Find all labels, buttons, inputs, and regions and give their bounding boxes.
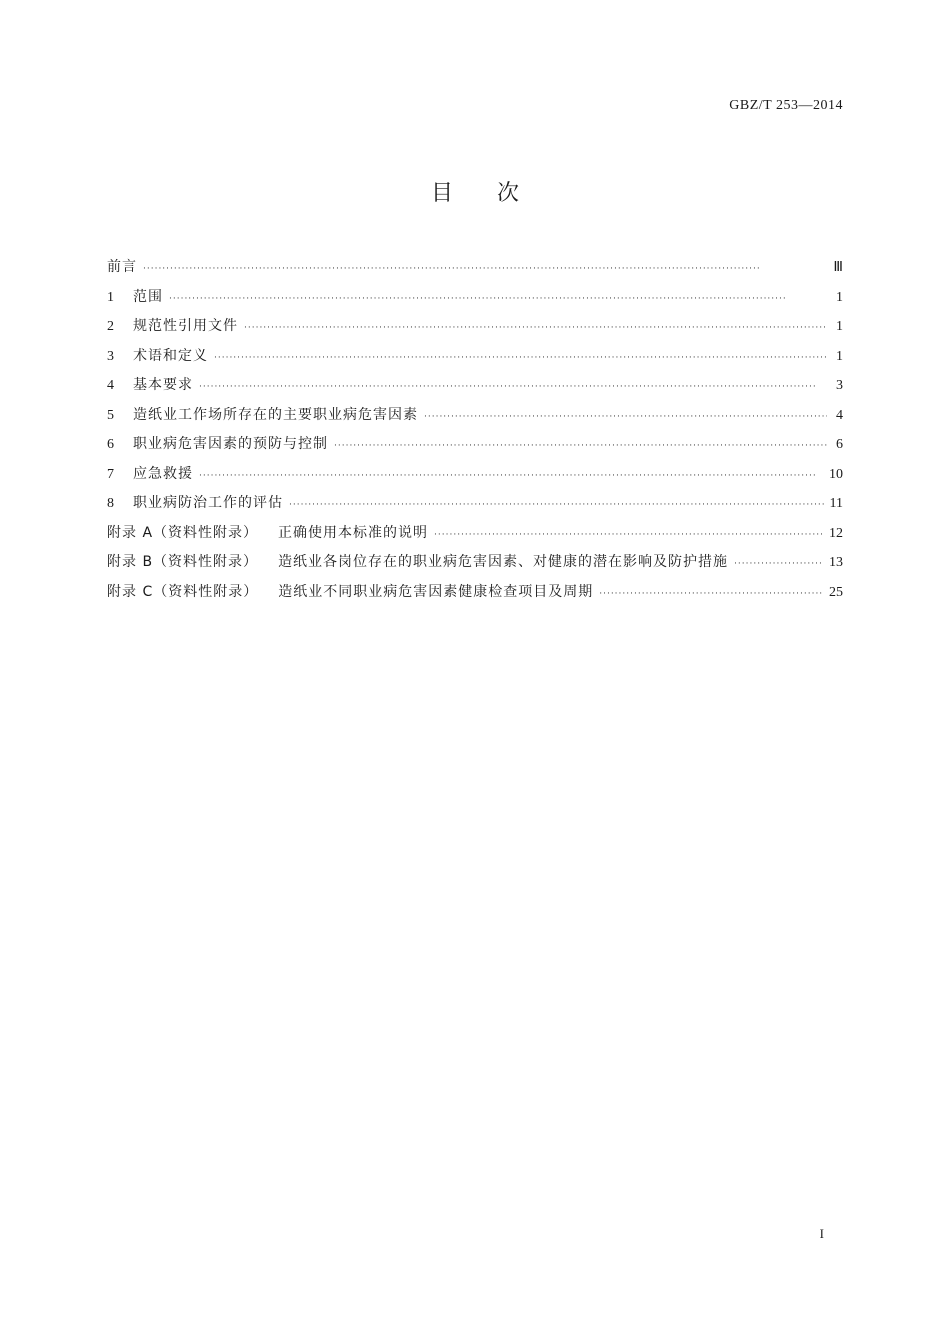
toc-entry-page: 3	[836, 378, 843, 393]
toc-leader-dots	[143, 264, 827, 274]
toc-entry-number: 5	[107, 407, 114, 423]
toc-leader-dots	[734, 559, 823, 569]
toc-entry-appendix-b[interactable]	[107, 551, 843, 581]
toc-entry-label: 规范性引用文件	[133, 318, 238, 334]
standard-code: GBZ/T 253—2014	[729, 98, 843, 113]
toc-leader-dots	[599, 589, 823, 599]
toc-entry-label: 术语和定义	[133, 347, 208, 364]
toc-entry-3[interactable]	[107, 345, 843, 375]
toc-leader-dots	[169, 294, 827, 304]
page-title: 目次	[430, 181, 563, 206]
toc-entry-label: 造纸业各岗位存在的职业病危害因素、对健康的潜在影响及防护措施	[278, 554, 729, 570]
toc-entry-appendix-a[interactable]	[107, 522, 843, 552]
toc-leader-dots	[199, 471, 823, 481]
toc-entry-page: 25	[829, 584, 843, 600]
toc-entry-8[interactable]	[107, 492, 843, 522]
toc-leader-dots	[199, 382, 827, 392]
toc-entry-page: Ⅲ	[833, 260, 843, 275]
toc-entry-label: 职业病防治工作的评估	[133, 495, 283, 511]
toc-appendix-prefix: 附录 B（资料性附录）	[107, 554, 259, 570]
toc-entry-1[interactable]	[107, 286, 843, 316]
toc-leader-dots	[334, 441, 827, 451]
toc-entry-appendix-c[interactable]	[107, 581, 843, 611]
toc-entry-page: 10	[829, 466, 843, 482]
toc-entry-label: 前言	[107, 259, 137, 275]
toc-entry-page: 6	[836, 437, 843, 452]
toc-entry-number: 6	[107, 437, 114, 452]
toc-entry-4[interactable]	[107, 374, 843, 404]
toc-entry-7[interactable]	[107, 463, 843, 493]
toc-entry-number: 8	[107, 496, 114, 511]
toc-entry-label: 正确使用本标准的说明	[278, 524, 429, 541]
toc-entry-5[interactable]	[107, 404, 843, 434]
toc-leader-dots	[424, 412, 827, 422]
toc-entry-page: 13	[829, 555, 843, 570]
toc-entry-label: 范围	[133, 288, 163, 305]
toc-entry-page: 12	[829, 525, 843, 541]
toc-entry-label: 造纸业不同职业病危害因素健康检查项目及周期	[278, 583, 594, 600]
toc-entry-page: 11	[829, 496, 843, 511]
toc-leader-dots	[214, 353, 827, 363]
toc-entry-number: 2	[107, 319, 114, 334]
toc-entry-foreword[interactable]	[107, 256, 843, 286]
toc-entry-label: 造纸业工作场所存在的主要职业病危害因素	[133, 406, 418, 423]
toc-entry-number: 1	[107, 289, 114, 305]
toc-entry-2[interactable]	[107, 315, 843, 345]
toc-entry-label: 职业病危害因素的预防与控制	[133, 436, 328, 452]
toc-entry-label: 基本要求	[133, 377, 193, 393]
toc-entry-page: 1	[836, 348, 843, 364]
toc-entry-number: 7	[107, 466, 114, 482]
toc-entry-page: 1	[836, 319, 843, 334]
toc-entry-page: 1	[836, 289, 843, 305]
toc-entry-number: 4	[107, 378, 114, 393]
toc-entry-number: 3	[107, 348, 114, 364]
toc-leader-dots	[289, 500, 824, 510]
table-of-contents	[107, 256, 843, 610]
toc-leader-dots	[244, 323, 827, 333]
toc-entry-page: 4	[836, 407, 843, 423]
toc-leader-dots	[434, 530, 823, 540]
toc-appendix-prefix: 附录 C（资料性附录）	[107, 583, 259, 600]
page-number: I	[819, 1226, 824, 1241]
toc-entry-6[interactable]	[107, 433, 843, 463]
toc-entry-label: 应急救援	[133, 465, 193, 482]
toc-appendix-prefix: 附录 A（资料性附录）	[107, 524, 259, 541]
